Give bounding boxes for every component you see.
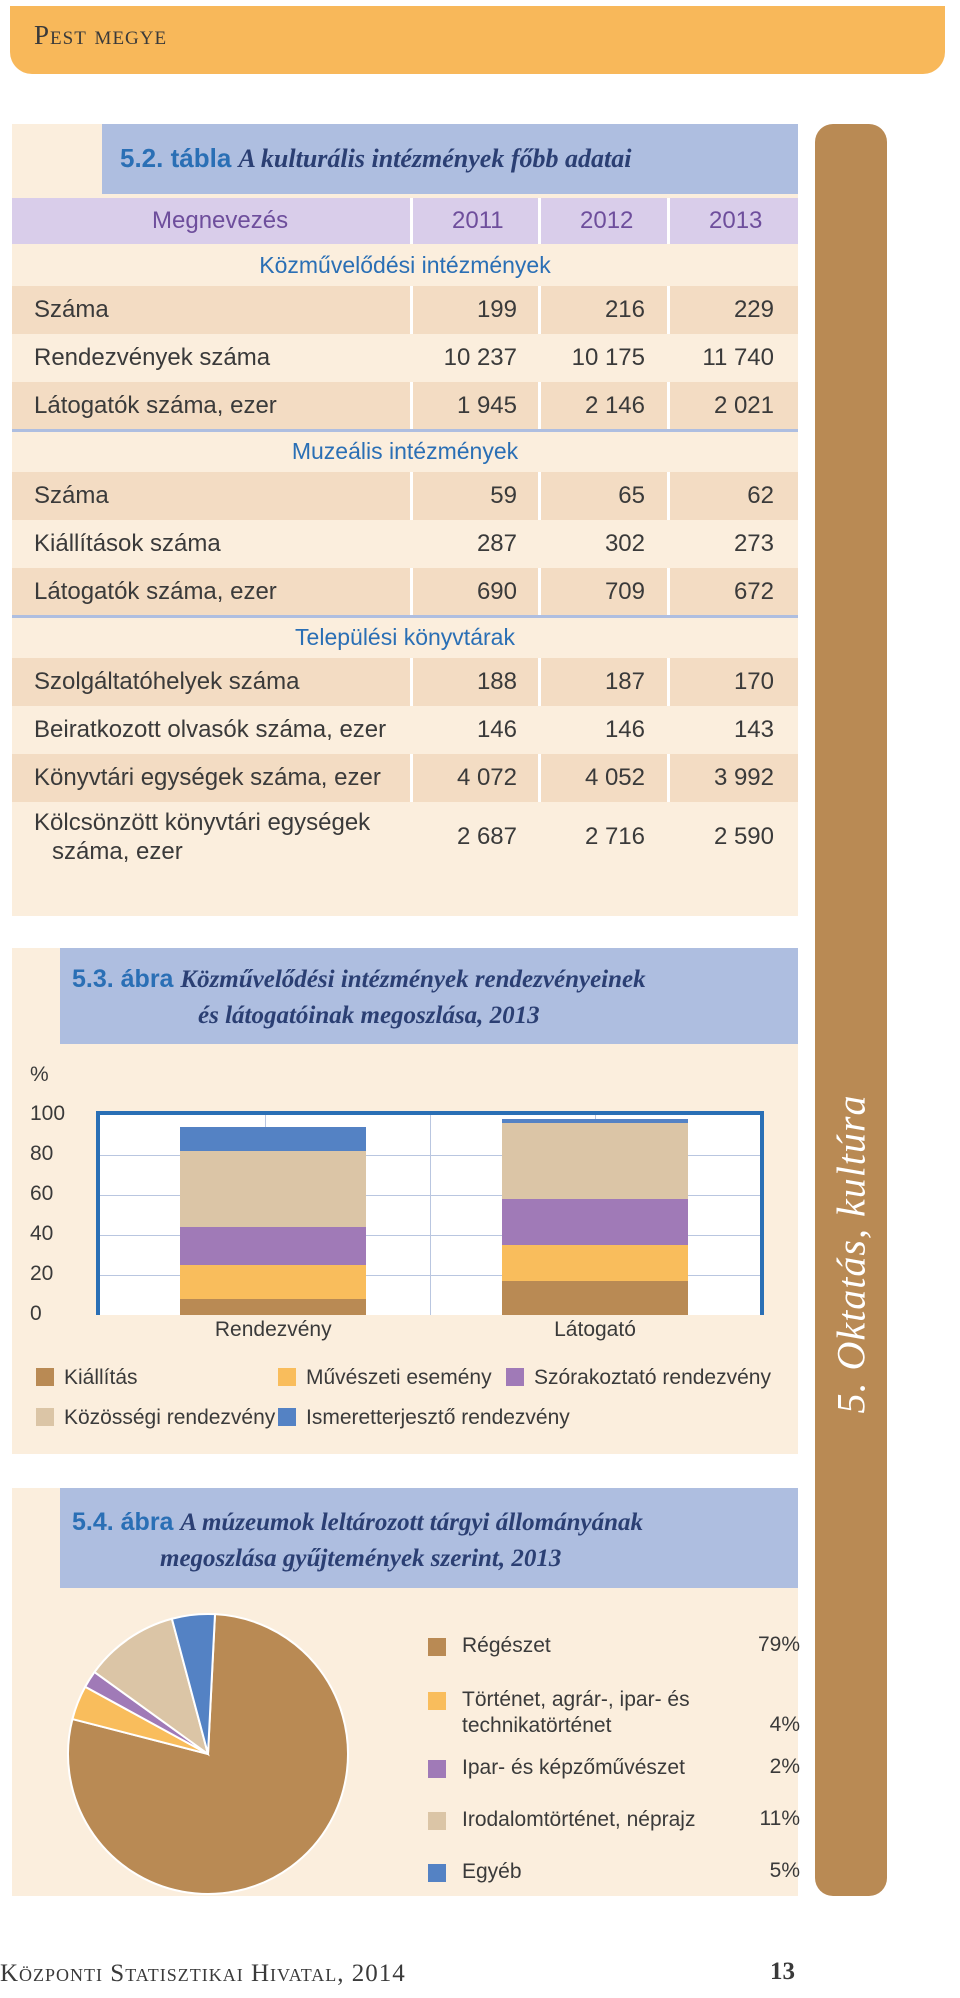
cell-value: 1 945 [456, 392, 517, 419]
table-row [12, 382, 798, 430]
legend-label: Közösségi rendezvény [64, 1406, 276, 1429]
figure-5-3-number: 5.3. ábra [72, 965, 174, 993]
row-label: Látogatók száma, ezer [34, 578, 277, 605]
pie-legend-label: Egyéb [462, 1860, 522, 1883]
column-header-2013: 2013 [709, 207, 763, 234]
cell-value: 4 052 [584, 764, 645, 791]
cell-value: 709 [604, 578, 645, 605]
chapter-side-tab-label-wrap [815, 124, 887, 1896]
column-divider [410, 568, 413, 616]
legend-swatch [36, 1368, 54, 1386]
table-row [12, 568, 798, 616]
bar-segment-szórakoztató-rendezvény [502, 1199, 688, 1245]
y-axis-label: % [30, 1063, 49, 1086]
figure-5-4-title-bar [60, 1488, 798, 1588]
column-divider [410, 658, 413, 706]
column-header-2011: 2011 [452, 207, 504, 234]
table-title [120, 143, 631, 174]
cell-value: 302 [604, 530, 645, 557]
column-divider [667, 658, 670, 706]
cell-value: 59 [490, 482, 517, 509]
cell-value: 11 740 [702, 344, 774, 371]
row-label: Szolgáltatóhelyek száma [34, 668, 300, 695]
row-label: Száma [34, 296, 109, 323]
pie-legend-value: 11% [759, 1807, 800, 1830]
section-heading: Közművelődési intézmények [259, 252, 551, 278]
cell-value: 2 021 [713, 392, 774, 419]
bar-segment-ismeretterjesztő-rendezvény [180, 1127, 366, 1151]
bar-segment-közösségi-rendezvény [502, 1123, 688, 1199]
figure-5-4-title-line2: megoszlása gyűjtemények szerint, 2013 [160, 1545, 562, 1572]
column-divider [538, 198, 541, 244]
bar-segment-közösségi-rendezvény [180, 1151, 366, 1227]
bar-segment-kiállítás [502, 1281, 688, 1315]
cell-value: 188 [476, 668, 517, 695]
pie-chart [60, 1606, 390, 1906]
pie-legend-swatch [428, 1812, 446, 1830]
column-divider [410, 382, 413, 430]
row-label-line2: száma, ezer [52, 838, 183, 865]
legend-item [278, 1366, 492, 1390]
legend-label: Ismeretterjesztő rendezvény [306, 1406, 570, 1429]
pie-legend-swatch [428, 1760, 446, 1778]
legend-label: Kiállítás [64, 1366, 138, 1389]
row-label: Látogatók száma, ezer [34, 392, 277, 419]
cell-value: 2 590 [713, 823, 774, 850]
cell-value: 273 [733, 530, 774, 557]
column-divider [538, 472, 541, 520]
legend-swatch [506, 1368, 524, 1386]
cell-value: 672 [733, 578, 774, 605]
pie-legend-swatch [428, 1864, 446, 1882]
column-divider [410, 286, 413, 334]
y-tick-label: 20 [30, 1262, 54, 1285]
bar-segment-szórakoztató-rendezvény [180, 1227, 366, 1265]
pie-legend-label: Ipar- és képzőművészet [462, 1756, 685, 1779]
cell-value: 143 [733, 716, 774, 743]
cell-value: 65 [618, 482, 645, 509]
table-row [12, 658, 798, 706]
table-number: 5.2. tábla [120, 143, 232, 173]
pie-legend-label: Régészet [462, 1634, 551, 1657]
row-label-line1: Kölcsönzött könyvtári egységek [34, 809, 371, 836]
column-divider [667, 568, 670, 616]
legend-item [506, 1366, 771, 1390]
row-label: Beiratkozott olvasók száma, ezer [34, 716, 387, 743]
legend-label: Művészeti esemény [306, 1366, 492, 1389]
column-divider [667, 754, 670, 802]
table-row [12, 334, 798, 382]
figure-5-3-title-line1 [72, 965, 646, 994]
column-divider [410, 198, 413, 244]
cell-value: 2 146 [584, 392, 645, 419]
figure-5-3-title-line2: és látogatóinak megoszlása, 2013 [198, 1002, 540, 1029]
bar-segment-művészeti-esemény [502, 1245, 688, 1281]
section-heading: Települési könyvtárak [295, 624, 515, 650]
table-row [12, 754, 798, 802]
cell-value: 170 [733, 668, 774, 695]
table-row [12, 286, 798, 334]
legend-item [278, 1406, 570, 1430]
legend-item [36, 1406, 275, 1430]
column-divider [538, 382, 541, 430]
row-label: Könyvtári egységek száma, ezer [34, 764, 381, 791]
column-divider [410, 472, 413, 520]
y-tick-label: 0 [30, 1302, 42, 1325]
chapter-side-tab-label: 5. Oktatás, kultúra [828, 1094, 874, 1414]
legend-swatch [278, 1368, 296, 1386]
pie-legend-value: 4% [769, 1713, 800, 1736]
table-row [12, 802, 798, 872]
bar-segment-művészeti-esemény [180, 1265, 366, 1299]
figure-5-4-title-text1: A múzeumok leltározott tárgyi állományának [180, 1509, 643, 1536]
figure-5-4-number: 5.4. ábra [72, 1508, 174, 1536]
column-divider [667, 382, 670, 430]
row-label: Kiállítások száma [34, 530, 221, 557]
column-divider [538, 286, 541, 334]
row-label: Száma [34, 482, 109, 509]
row-label: Rendezvények száma [34, 344, 271, 371]
cell-value: 690 [476, 578, 517, 605]
page-header-title: Pest megye [34, 20, 168, 50]
section-heading: Muzeális intézmények [291, 438, 519, 464]
table-column-header [12, 198, 798, 244]
y-tick-label: 80 [30, 1142, 54, 1165]
pie-legend-label [462, 1687, 690, 1739]
page-number: 13 [770, 1958, 795, 1985]
table-row [12, 472, 798, 520]
pie-legend-swatch [428, 1638, 446, 1656]
column-divider [538, 754, 541, 802]
cell-value: 287 [476, 530, 517, 557]
x-category-label: Rendezvény [214, 1318, 332, 1341]
legend-swatch [36, 1408, 54, 1426]
cell-value: 3 992 [713, 764, 774, 791]
y-tick-label: 40 [30, 1222, 54, 1245]
x-category-label: Látogató [554, 1318, 636, 1341]
column-header-name: Megnevezés [152, 207, 289, 234]
cell-value: 216 [604, 296, 645, 323]
cell-value: 10 175 [571, 344, 645, 371]
cell-value: 229 [733, 296, 774, 323]
legend-label: Szórakoztató rendezvény [534, 1366, 771, 1389]
column-header-2012: 2012 [580, 207, 634, 234]
cell-value: 146 [476, 716, 517, 743]
table-title-text: A kulturális intézmények főbb adatai [238, 144, 632, 173]
pie-legend-value: 5% [769, 1859, 800, 1882]
table-row [12, 520, 798, 568]
pie-legend-value: 79% [757, 1633, 800, 1656]
cell-value: 187 [604, 668, 645, 695]
pie-legend-label-line1: Történet, agrár-, ipar- és [462, 1688, 690, 1711]
legend-swatch [278, 1408, 296, 1426]
column-divider [667, 286, 670, 334]
legend-item [36, 1366, 138, 1390]
bar-segment-kiállítás [180, 1299, 366, 1315]
cell-value: 199 [476, 296, 517, 323]
figure-5-3-title-text1: Közművelődési intézmények rendezvényeinek [180, 966, 646, 993]
column-divider [538, 568, 541, 616]
cell-value: 10 237 [443, 344, 517, 371]
column-divider [538, 658, 541, 706]
cell-value: 2 716 [584, 823, 645, 850]
pie-legend-value: 2% [769, 1755, 800, 1778]
figure-5-4-title-line1 [72, 1508, 643, 1537]
column-divider [667, 472, 670, 520]
column-divider [667, 198, 670, 244]
pie-legend-swatch [428, 1692, 446, 1710]
footer-publisher: Központi Statisztikai Hivatal, 2014 [0, 1960, 406, 1987]
pie-legend-label: Irodalomtörténet, néprajz [462, 1808, 696, 1831]
column-divider [410, 754, 413, 802]
cell-value: 62 [747, 482, 774, 509]
cell-value: 4 072 [456, 764, 517, 791]
gridline [430, 1115, 431, 1315]
cell-value: 146 [604, 716, 645, 743]
cell-value: 2 687 [456, 823, 517, 850]
row-label [34, 808, 370, 866]
table-row [12, 706, 798, 754]
y-tick-label: 60 [30, 1182, 54, 1205]
pie-legend-label-line2: technikatörténet [462, 1714, 612, 1737]
bar-segment-ismeretterjesztő-rendezvény [502, 1119, 688, 1123]
y-tick-label: 100 [30, 1102, 66, 1125]
